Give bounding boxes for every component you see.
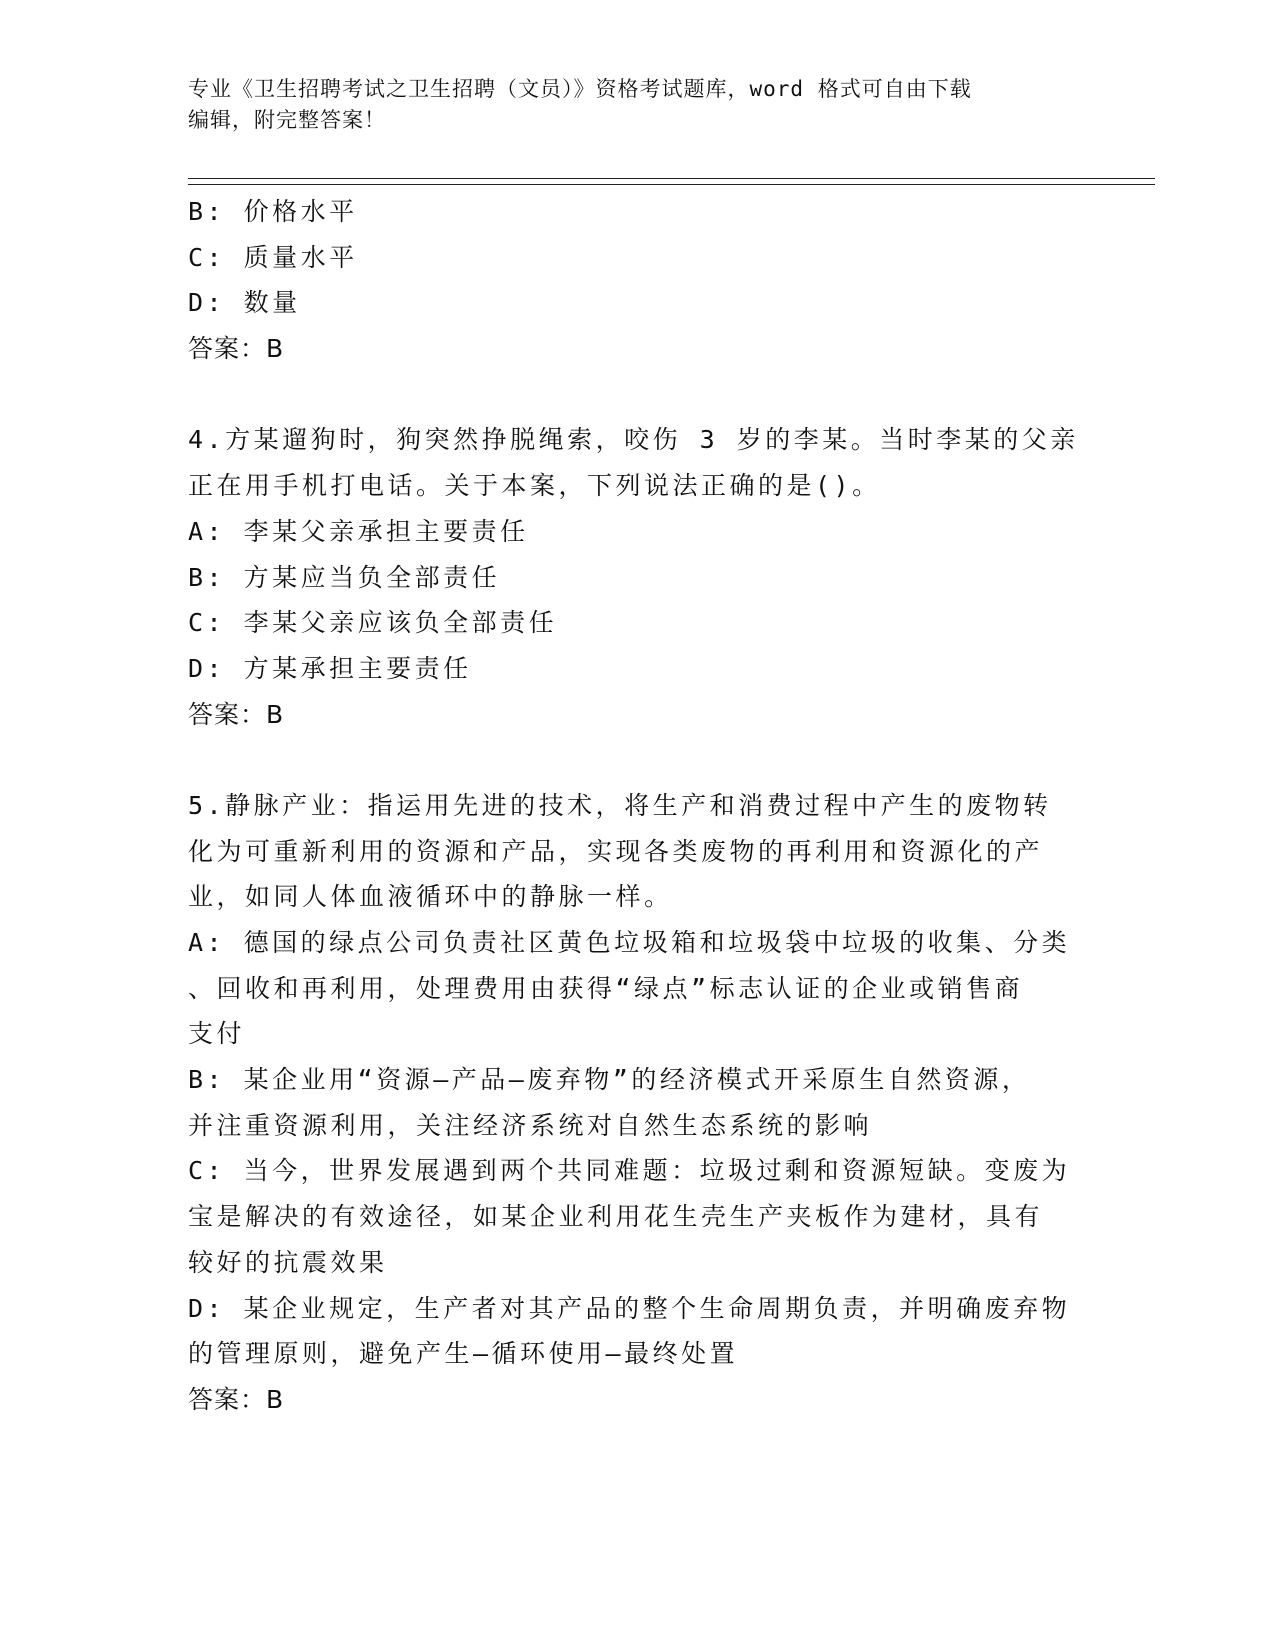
q5-option-a-line: A: 德国的绿点公司负责社区黄色垃圾箱和垃圾袋中垃圾的收集、分类 [188,928,1071,957]
q4-option-d: D: 方某承担主要责任 [188,653,472,683]
question-5 [188,783,1088,1423]
q5-option-c-line: 较好的抗震效果 [188,1247,388,1277]
q4-stem-line: 正在用手机打电话。关于本案，下列说法正确的是()。 [188,471,881,501]
spacer [188,372,1088,418]
question-4 [188,417,1088,737]
q5-option-d-line: 的管理原则，避免产生—循环使用—最终处置 [188,1339,739,1369]
header-divider [188,178,1155,185]
q4-option-c: C: 李某父亲应该负全部责任 [188,608,558,638]
q5-option-c-line: 宝是解决的有效途径，如某企业利用花生壳生产夹板作为建材，具有 [188,1202,1044,1232]
q5-stem-line: 业，如同人体血液循环中的静脉一样。 [188,882,673,912]
q5-option-b-line: B: 某企业用“资源—产品—废弃物”的经济模式开采原生自然资源， [188,1065,1031,1095]
q5-stem-line: 5.静脉产业：指运用先进的技术，将生产和消费过程中产生的废物转 [188,790,1052,820]
q5-option-a-line: 、回收和再利用，处理费用由获得“绿点”标志认证的企业或销售商 [188,973,1024,1003]
q3-option-c: C: 质量水平 [188,242,358,272]
q4-answer: 答案：B [188,699,285,729]
q5-option-b-line: 并注重资源利用，关注经济系统对自然生态系统的影响 [188,1110,873,1140]
q5-option-a-line: 支付 [188,1019,246,1049]
q4-stem-line: 4.方某遛狗时，狗突然挣脱绳索，咬伤 3 岁的李某。当时李某的父亲 [188,425,1079,455]
q3-answer: 答案：B [188,334,285,364]
q3-option-d: D: 数量 [188,288,301,318]
spacer [188,737,1088,783]
q5-stem-line: 化为可重新利用的资源和产品，实现各类废物的再利用和资源化的产 [188,836,1044,866]
document-body [188,189,1088,1423]
header-title-line-1: 专业《卫生招聘考试之卫生招聘（文员）》资格考试题库，word 格式可自由下载 [188,77,972,101]
header-title-line-2: 编辑，附完整答案！ [188,108,386,132]
q4-option-a: A: 李某父亲承担主要责任 [188,516,529,546]
document-header [188,74,1088,136]
q5-option-d-line: D: 某企业规定，生产者对其产品的整个生命周期负责，并明确废弃物 [188,1293,1071,1323]
question-3 [188,189,1088,372]
q4-option-b: B: 方某应当负全部责任 [188,562,501,592]
q5-option-c-line: C: 当今，世界发展遇到两个共同难题：垃圾过剩和资源短缺。变废为 [188,1156,1071,1186]
q3-option-b: B: 价格水平 [188,197,358,226]
q5-answer: 答案：B [188,1384,285,1414]
